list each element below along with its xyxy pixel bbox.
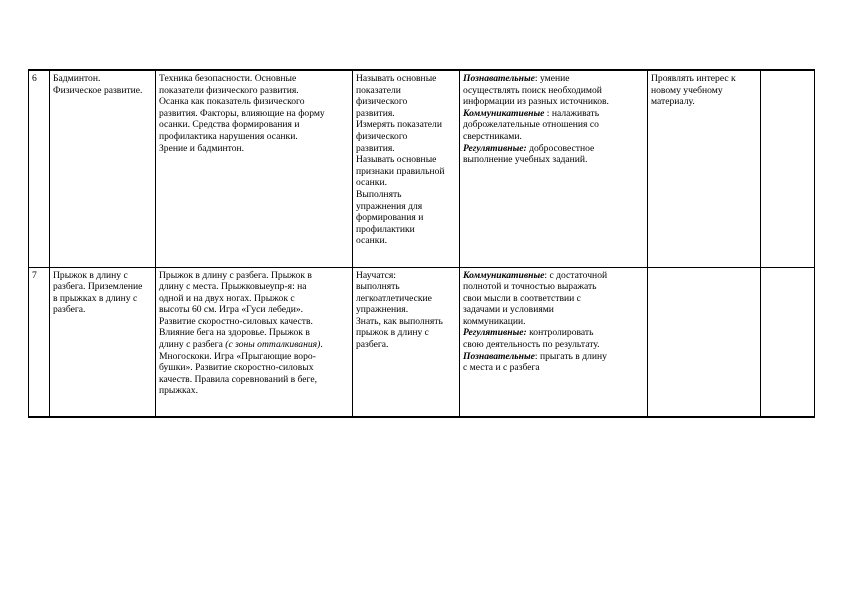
lesson-number: 7 xyxy=(29,267,50,417)
table-row xyxy=(29,70,815,267)
lesson-number: 6 xyxy=(29,70,50,267)
lesson-personal xyxy=(648,267,761,417)
lesson-content: Техника безопасности. Основные показатели физического развития. Осанка как показатель физического развития. Факторы, влияющие на форму осанки. Средства формирования и профилактика нарушения осанки. Зрение и бадминтон. xyxy=(156,70,353,267)
lesson-extra xyxy=(761,267,815,417)
lesson-topic: Бадминтон. Физическое развитие. xyxy=(50,70,156,267)
lesson-extra xyxy=(761,70,815,267)
lesson-skills: Называть основные показатели физического развития. Измерять показатели физического развития. Называть основные признаки правильной осанки. Выполнять упражнения для формирования и профилактики осанки. xyxy=(353,70,460,267)
lesson-topic: Прыжок в длину с разбега. Приземление в прыжках в длину с разбега. xyxy=(50,267,156,417)
lesson-skills: Научатся: выполнять легкоатлетические упражнения. Знать, как выполнять прыжок в длину с разбега. xyxy=(353,267,460,417)
lesson-uud: Познавательные: умение осуществлять поиск необходимой информации из разных источников. Коммуникативные : налаживать доброжелательные отношения со сверстниками. Регулятивные: добросовестное выполнение учебных заданий. xyxy=(460,70,648,267)
table-row xyxy=(29,267,815,417)
lesson-personal: Проявлять интерес к новому учебному материалу. xyxy=(648,70,761,267)
lesson-plan-table xyxy=(28,69,815,418)
lesson-content: Прыжок в длину с разбега. Прыжок в длину с места. Прыжковыеупр-я: на одной и на двух ногах. Прыжок с высоты 60 см. Игра «Гуси лебеди». Развитие скоростно-силовых качеств. Влияние бега на здоровье. Прыжок в длину с разбега (с зоны отталкивания). Многоскоки. Игра «Прыгающие воро- бушки». Развитие скоростно-силовых качеств. Правила соревнований в беге, прыжках. xyxy=(156,267,353,417)
lesson-uud: Коммуникативные: с достаточной полнотой и точностью выражать свои мысли в соответствии с задачами и условиями коммуникации. Регулятивные: контролировать свою деятельность по результату. Познавательные: прыгать в длину с места и с разбега xyxy=(460,267,648,417)
